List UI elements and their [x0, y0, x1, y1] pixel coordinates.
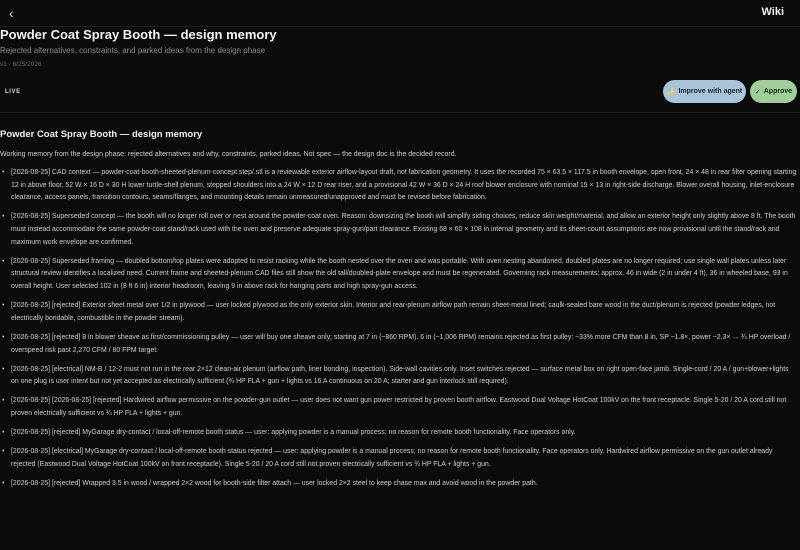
page-title: Powder Coat Spray Booth — design memory [0, 27, 277, 42]
memory-entry-list [2, 167, 797, 497]
entry-text: [2026-08-25] Superseded concept — the booth will no longer roll over or nest around the powder-coat oven. Reason: downsizing the booth will simplify siding choices, reduce skin weight/material, and allow an exterior height only slightly above 8 ft. The booth must instead accommodate the same powder-coat stand/rack used with the oven and preserve adequate spray-gun/part clearance. Existing 68 × 60 × 108 in internal geometry and its sheet-count assumptions are now provisional until the stand/rack and maximum work envelope are confirmed. [11, 213, 796, 246]
list-item [2, 446, 797, 471]
page-subtitle: Rejected alternatives, constraints, and parked ideas from the design phase [0, 46, 266, 55]
sparkle-icon: ✨ [666, 88, 676, 96]
list-item [2, 256, 797, 294]
list-item [2, 300, 797, 325]
bullet-icon: • [2, 257, 5, 265]
entry-text: [2026-08-25] [electrical] MyGarage dry-contact / local-off-remote booth status rejected — user: applying powder is a manual process; no reason for remote booth functionality. Face operators only. Hardwired airflow permissive on the gun outlet already rejected (Eastwood Dual Voltage HotCoat 100kV on front receptacle). Single 5-20 / 20 A cord still not proven electrically sufficient vs ¾ HP FLA + lights + gun. [11, 448, 773, 469]
approve-button[interactable] [750, 80, 797, 103]
bullet-icon: • [2, 429, 5, 437]
list-item [2, 332, 797, 357]
entry-text: [2026-08-25] [rejected] Wrapped 3.5 in wood / wrapped 2×2 wood for booth-side filter attach — user locked 2×2 steel to keep chase max and avoid wood in the powder path. [11, 480, 538, 488]
header-divider [0, 112, 800, 113]
entry-text: [2026-08-25] [electrical] NM-B / 12-2 must not run in the rear 2×12 clean-air plenum (airflow path, liner bonding, inspection). Side-wall cavities only. Inset switches rejected — surface metal box on right open-face jamb. Single-cord / 20 A / gun+blower+lights on one plug is user intent but not yet accepted as electrically sufficient (¾ HP FLA + gun + lights vs 16 A continuous on 20 A; starter and gun interlock still required). [11, 365, 789, 386]
back-icon[interactable]: ‹ [9, 5, 14, 21]
app-title: Wiki [761, 6, 784, 18]
entry-text: [2026-08-25] Superseded framing — doubled bottom/top plates were adopted to resist racking while the booth nested over the oven and was portable. With oven nesting abandoned, doubled plates are no longer required; use single wall plates unless later structural review identifies a localized need. Current frame and sheeted-plenum CAD files still show the old tall/doubled-plate envelope and must be regenerated. Governing rack measurements: approx. 46 in wide (2 in under 4 ft), 36 in wheeled base, 93 in overall height. User selected 102 in (8 ft 6 in) interior headroom, leaving 9 in above rack for hanging parts and high spray-gun access. [11, 257, 788, 290]
list-item [2, 395, 797, 420]
bullet-icon: • [2, 213, 5, 221]
bullet-icon: • [2, 480, 5, 488]
approve-button-label: Approve [763, 88, 793, 95]
document-heading: Powder Coat Spray Booth — design memory [0, 129, 203, 140]
bullet-icon: • [2, 302, 5, 310]
entry-text: [2026-08-25] [rejected] Exterior sheet metal over 1/2 in plywood — user locked plywood as the only exterior skin. Interior and rear-plenum airflow path remain sheet-metal lined; caulk-sealed bare wood in the duct/plenum is rejected (powder ledges, not electrically bondable, combustible in the powder stream). [11, 302, 776, 322]
bullet-icon: • [2, 397, 5, 405]
list-item [2, 427, 797, 440]
bullet-icon: • [2, 365, 5, 373]
list-item [2, 211, 797, 249]
version-date: v1 · 8/25/2026 [0, 61, 42, 68]
bullet-icon: • [2, 448, 5, 456]
list-item [2, 478, 797, 491]
improve-button-label: Improve with agent [678, 88, 743, 95]
improve-with-agent-button[interactable] [663, 80, 746, 103]
entry-text: [2026-08-25] CAD context — powder-coat-booth-sheeted-plenum-concept.step/.stl is a reviewable exterior airflow-layout draft, not fabrication geometry. It uses the recorded 75 × 63.5 × 117.5 in booth envelope, open front, 24 × 48 in rear filter opening starting 12 in above floor, 52 W × 16 D × 30 H lower turtle-shell plenum, stepped shoulders into a 24 W × 12 D rear riser, and a provisional 42 W × 36 D × 24 H roof blower enclosure with nominal 15 × 13 in right-side discharge. Blower overall housing, inlet-enclosure clearance, access panels, transition contours, seams/flanges, and mounting details remain unmeasured/unapproved and must be revised before fabrication. [11, 169, 797, 202]
list-item [2, 167, 797, 205]
list-item [2, 364, 797, 389]
check-icon: ✓ [754, 88, 761, 96]
bullet-icon: • [2, 169, 5, 176]
entry-text: [2026-08-25] [rejected] MyGarage dry-contact / local-off-remote booth status — user: applying powder is a manual process; no reason for remote booth functionality. Face operators only. [11, 429, 576, 437]
entry-text: [2026-08-25] [rejected] 8 in blower sheave as first/commissioning pulley — user will buy one sheave only; starting at 7 in (~860 RPM). 6 in (~1,006 RPM) remains rejected as first pulley: ~33% more CFM than 8 in, SP ~1.8×, power ~2.3× → ¾ HP overload / overspeed risk past 2,270 CFM / 80 FPM target. [11, 333, 791, 354]
entry-text: [2026-08-25] [2026-08-25] [rejected] Hardwired airflow permissive on the powder-gun outlet — user does not want gun power restricted by proven booth airflow. Eastwood Dual Voltage HotCoat 100kV on the front receptacle. Single 5-20 / 20 A cord still not proven electrically sufficient vs ¾ HP FLA + lights + gun. [11, 397, 787, 418]
bullet-icon: • [2, 333, 5, 341]
document-intro: Working memory from the design phase: rejected alternatives and why, constraints, parked ideas. Not spec — the design doc is the decided record. [0, 151, 457, 158]
top-bar [0, 0, 800, 27]
live-status-badge: LIVE [5, 89, 21, 95]
